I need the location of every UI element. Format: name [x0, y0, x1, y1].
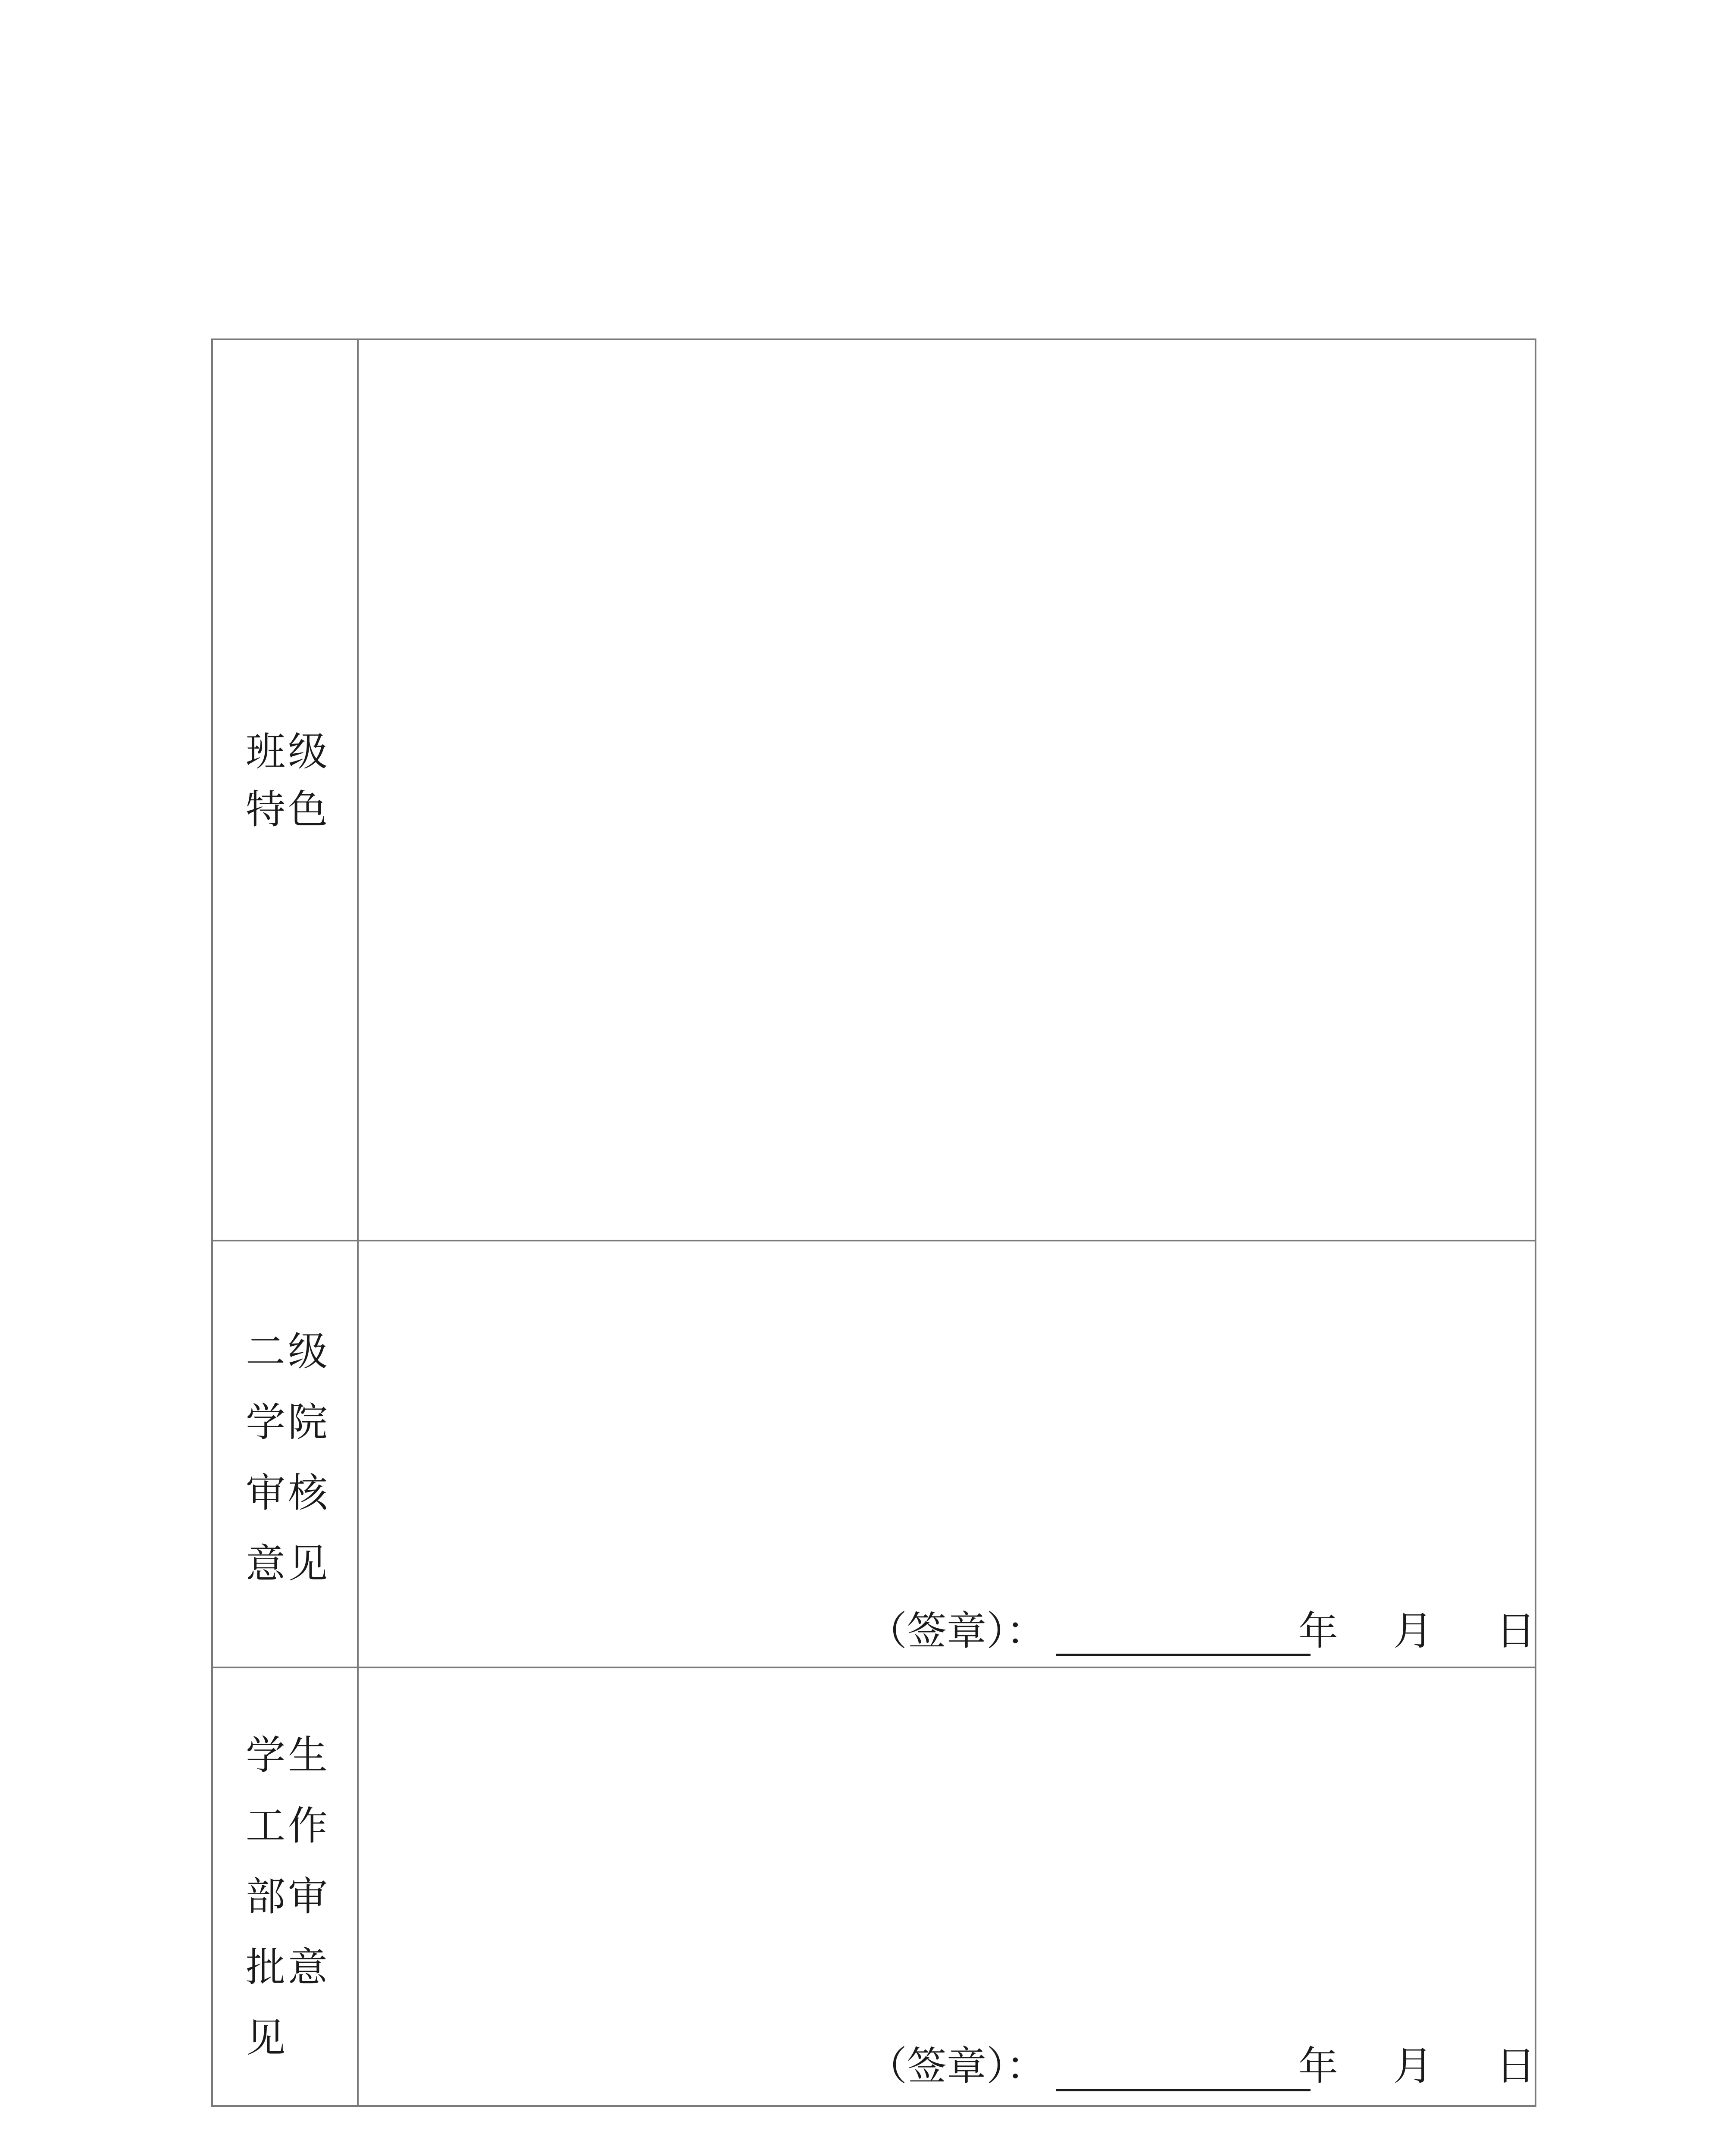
student-affairs-date-day: 日 [1496, 2043, 1536, 2089]
student-affairs-label: 学生工作部审批意见 [246, 1732, 331, 2061]
student-affairs-content-field[interactable] [359, 1668, 1535, 2105]
student-affairs-date-year: 年 [1298, 2043, 1339, 2089]
class-feature-label: 班级特色 [246, 729, 331, 833]
college-review-label: 二级学院审核意见 [246, 1329, 331, 1587]
college-signature-line [867, 1599, 1311, 1656]
college-date-year: 年 [1298, 1608, 1339, 1654]
student-affairs-label-cell [213, 1668, 359, 2105]
class-feature-row [213, 340, 1535, 1241]
class-feature-label-cell [213, 340, 359, 1240]
student-affairs-signature-blank[interactable] [1056, 2059, 1311, 2091]
college-review-label-cell [213, 1241, 359, 1667]
student-affairs-signature-line [867, 2034, 1311, 2091]
college-signature-label: （签章）： [867, 1608, 1046, 1654]
class-feature-content-field[interactable] [359, 340, 1535, 1240]
student-affairs-signature-label: （签章）： [867, 2043, 1046, 2089]
college-signature-blank[interactable] [1056, 1623, 1311, 1656]
college-date-month: 月 [1393, 1608, 1433, 1654]
review-form-table [211, 338, 1536, 2107]
student-affairs-date-month: 月 [1393, 2043, 1433, 2089]
college-date-day: 日 [1496, 1608, 1536, 1654]
college-review-content-field[interactable] [359, 1241, 1535, 1667]
student-affairs-approval-row [213, 1668, 1535, 2105]
college-review-row [213, 1241, 1535, 1668]
